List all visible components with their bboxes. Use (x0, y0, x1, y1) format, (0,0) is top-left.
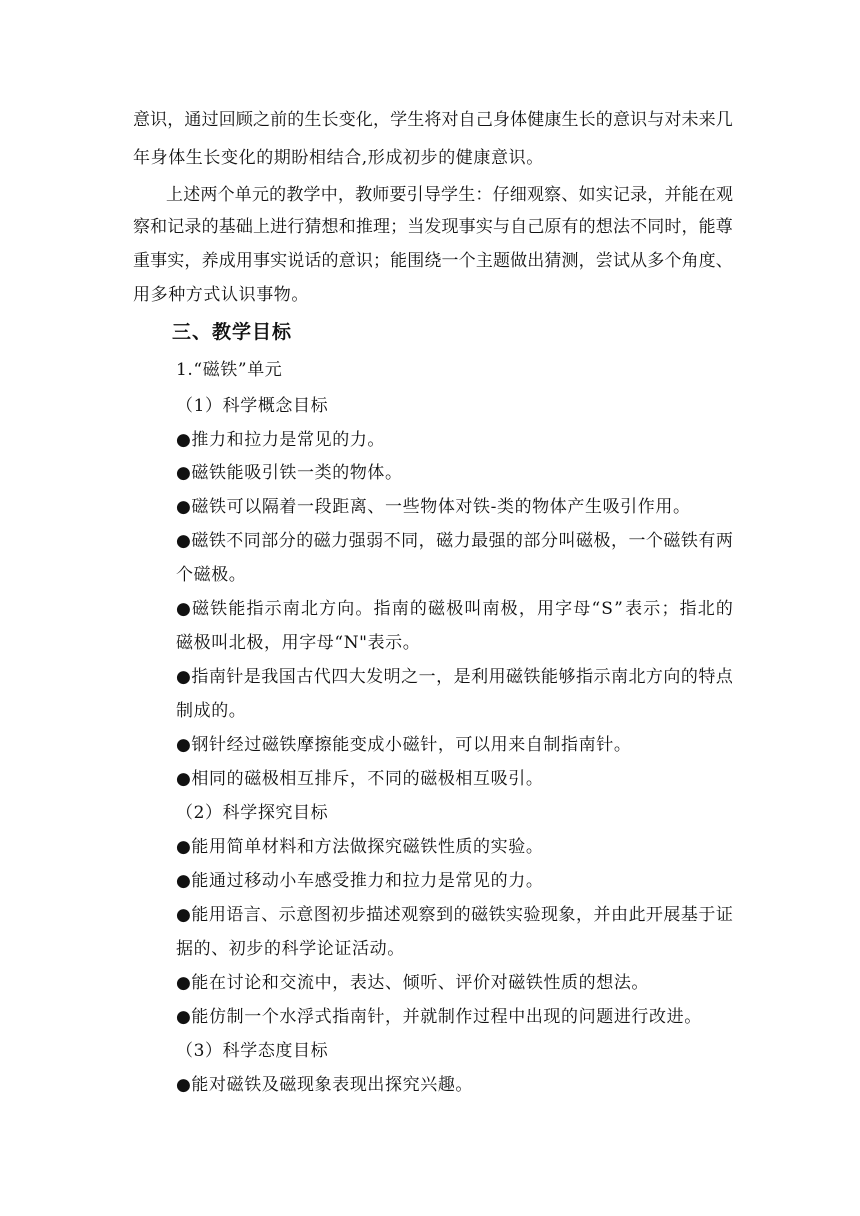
paragraph-line: 上 述 两 个 单 元 的 教 学 中 ， 教 师 要 引 导 学 生 ： 仔 细 观 察 、 如 实 记 录 ， 并 能 在 观 (166, 185, 733, 205)
bullet-item: ●能仿制一个水浮式指南针，并就制作过程中出现的问题进行改进。 (176, 1007, 702, 1027)
bullet-item: ●相同的磁极相互排斥，不同的磁极相互吸引。 (176, 769, 544, 789)
bullet-item: ●能在讨论和交流中，表达、倾听、评价对磁铁性质的想法。 (176, 973, 650, 993)
unit-title: 1.“磁铁”单元 (176, 360, 283, 380)
bullet-item: ● 指 南 针 是 我 国 古 代 四 大 发 明 之 一 ， 是 利 用 磁 铁 能 够 指 示 南 北 方 向 的 特 点 (176, 667, 733, 687)
subsection-title: （1）科学概念目标 (176, 396, 329, 416)
bullet-item-continuation: 据的、初步的科学论证活动。 (176, 939, 405, 959)
bullet-item: ●能用简单材料和方法做探究磁铁性质的实验。 (176, 837, 544, 857)
bullet-item-continuation: 个磁极。 (176, 565, 247, 585)
bullet-item-continuation: 磁极叫北极，用字母“N"表示。 (176, 633, 421, 653)
bullet-item: ●磁铁可以隔着一段距离、一些物体对铁-类的物体产生吸引作用。 (176, 497, 691, 517)
bullet-item: ●推力和拉力是常见的力。 (176, 430, 386, 450)
bullet-item: ●能通过移动小车感受推力和拉力是常见的力。 (176, 871, 544, 891)
subsection-title: （2）科学探究目标 (176, 803, 329, 823)
bullet-item: ●能对磁铁及磁现象表现出探究兴趣。 (176, 1075, 474, 1095)
paragraph-line: 用多种方式认识事物。 (133, 285, 309, 305)
bullet-item: ● 磁 铁 不 同 部 分 的 磁 力 强 弱 不 同 ， 磁 力 最 强 的 部 分 叫 磁 极 ， 一 个 磁 铁 有 两 (176, 531, 733, 551)
bullet-item: ● 能 用 语 言 、 示 意 图 初 步 描 述 观 察 到 的 磁 铁 实 验 现 象 ， 并 由 此 开 展 基 于 证 (176, 905, 733, 925)
paragraph-line: 察 和 记 录 的 基 础 上 进 行 猜 想 和 推 理 ； 当 发 现 事 实 与 自 己 原 有 的 想 法 不 同 时 ， 能 尊 (133, 217, 733, 237)
paragraph-line: 重 事 实 ， 养 成 用 事 实 说 话 的 意 识 ； 能 围 绕 一 个 主 题 做 出 猜 测 ， 尝 试 从 多 个 角 度 、 (133, 251, 733, 271)
paragraph-line: 意 识 ， 通 过 回 顾 之 前 的 生 长 变 化 ， 学 生 将 对 自 己 身 体 健 康 生 长 的 意 识 与 对 未 来 几 (133, 110, 733, 130)
bullet-item: ●磁铁能吸引铁一类的物体。 (176, 463, 403, 483)
subsection-title: （3）科学态度目标 (176, 1041, 329, 1061)
bullet-item: ● 磁 铁 能 指 示 南 北 方 向 。 指 南 的 磁 极 叫 南 极 ， 用 字 母 “ S ” 表 示 ； 指 北 的 (176, 599, 733, 619)
section-heading: 三、教学目标 (172, 321, 293, 343)
bullet-item: ●钢针经过磁铁摩擦能变成小磁针，可以用来自制指南针。 (176, 735, 632, 755)
paragraph-line: 年身体生长变化的期盼相结合,形成初步的健康意识。 (133, 148, 544, 168)
bullet-item-continuation: 制成的。 (176, 701, 247, 721)
